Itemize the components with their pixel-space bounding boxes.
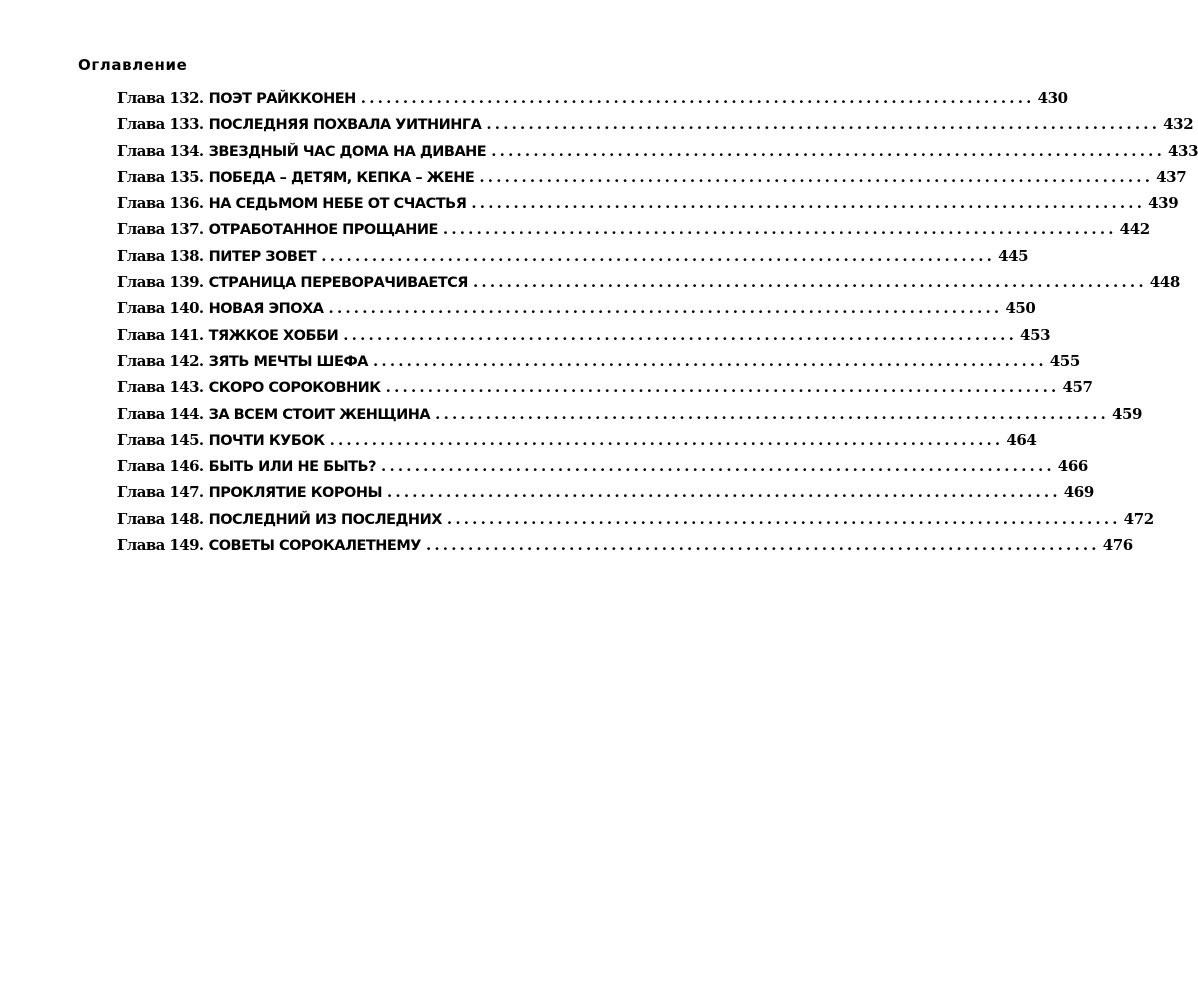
toc-entry[interactable] [117,115,1194,141]
chapter-title: СКОРО СОРОКОВНИК [208,380,381,397]
toc-entry[interactable] [117,509,1154,536]
chapter-title: ЗЯТЬ МЕЧТЫ ШЕФА [208,353,368,370]
page-number: 430 [1037,89,1068,107]
chapter-number: Глава 141. [117,325,204,344]
page-number: 450 [1005,299,1036,318]
page-number: 459 [1111,404,1143,423]
toc-entry[interactable] [117,457,1088,483]
dot-leader: ................................................................................ [328,299,1003,318]
dot-leader: ................................................................................ [321,246,996,265]
chapter-title: ПОСЛЕДНИЙ ИЗ ПОСЛЕДНИХ [208,511,442,528]
page-number: 466 [1057,457,1088,476]
chapter-title: ПОБЕДА – ДЕТЯМ, КЕПКА – ЖЕНЕ [208,169,475,186]
dot-leader: ................................................................................ [372,351,1047,370]
dot-leader: ................................................................................ [385,378,1060,397]
toc-entry[interactable] [117,220,1150,246]
chapter-number: Глава 135. [117,167,204,186]
chapter-title: ПОЧТИ КУБОК [208,432,325,449]
dot-leader: ................................................................................ [471,194,1146,213]
chapter-number: Глава 139. [117,273,204,292]
chapter-title: ТЯЖКОЕ ХОББИ [208,327,339,344]
chapter-number: Глава 137. [117,220,204,239]
page-number: 469 [1063,483,1094,502]
chapter-title: ЗА ВСЕМ СТОИТ ЖЕНЩИНА [208,406,431,423]
toc-heading: Оглавление [78,56,188,74]
dot-leader: ................................................................................ [442,220,1117,239]
page-number: 464 [1006,430,1037,449]
chapter-title: ПОСЛЕДНЯЯ ПОХВАЛА УИТНИНГА [208,117,482,134]
chapter-number: Глава 147. [117,483,204,502]
dot-leader: ................................................................................ [386,483,1061,502]
page-number: 472 [1123,509,1154,528]
dot-leader: ................................................................................ [472,273,1147,292]
page-number: 439 [1148,194,1179,213]
toc-entry[interactable] [117,299,1036,325]
dot-leader: ................................................................................ [381,457,1055,476]
toc-entry[interactable] [117,536,1133,562]
chapter-number: Глава 148. [117,509,204,528]
page-number: 453 [1020,325,1051,344]
toc-entry[interactable] [117,89,1068,115]
chapter-title: БЫТЬ ИЛИ НЕ БЫТЬ? [208,459,377,476]
page-number: 448 [1149,273,1180,292]
page-number: 442 [1119,220,1150,239]
toc-entry[interactable] [117,194,1179,220]
chapter-number: Глава 143. [117,378,204,397]
chapter-title: ЗВЕЗДНЫЙ ЧАС ДОМА НА ДИВАНЕ [208,143,487,160]
page-number: 455 [1049,351,1080,370]
chapter-number: Глава 145. [117,430,204,449]
chapter-title: НОВАЯ ЭПОХА [208,301,324,318]
toc-entry[interactable] [117,483,1094,509]
chapter-title: ОТРАБОТАННОЕ ПРОЩАНИЕ [208,222,438,239]
page-number: 433 [1168,141,1198,160]
toc-entry[interactable] [117,378,1093,404]
toc-entry[interactable] [117,141,1198,168]
chapter-title: ПРОКЛЯТИЕ КОРОНЫ [208,485,382,502]
chapter-title: СТРАНИЦА ПЕРЕВОРАЧИВАЕТСЯ [208,275,468,292]
toc-entry[interactable] [117,167,1187,194]
chapter-number: Глава 146. [117,457,204,476]
dot-leader: ................................................................................ [425,536,1100,555]
toc-entry[interactable] [117,430,1037,457]
toc-entry[interactable] [117,351,1080,378]
chapter-number: Глава 136. [117,194,204,213]
toc-list [117,89,1198,562]
chapter-number: Глава 132. [117,89,204,107]
toc-entry[interactable] [117,273,1180,299]
chapter-number: Глава 140. [117,299,204,318]
dot-leader: ................................................................................ [486,115,1161,134]
chapter-number: Глава 134. [117,141,204,160]
page-number: 476 [1102,536,1133,555]
toc-entry[interactable] [117,404,1143,431]
dot-leader: ................................................................................ [479,167,1154,186]
chapter-number: Глава 133. [117,115,204,134]
chapter-title: ПОЭТ РАЙККОНЕН [208,91,356,107]
dot-leader: ................................................................................ [435,404,1109,423]
chapter-number: Глава 142. [117,351,204,370]
dot-leader: ................................................................................ [446,509,1121,528]
toc-entry[interactable] [117,246,1029,273]
page-number: 457 [1062,378,1093,397]
dot-leader: ................................................................................ [329,430,1004,449]
chapter-number: Глава 138. [117,246,204,265]
page-number: 437 [1156,167,1187,186]
page-number: 445 [998,246,1029,265]
chapter-title: СОВЕТЫ СОРОКАЛЕТНЕМУ [208,538,421,555]
chapter-number: Глава 144. [117,404,204,423]
toc-entry[interactable] [117,325,1051,352]
chapter-title: НА СЕДЬМОМ НЕБЕ ОТ СЧАСТЬЯ [208,196,467,213]
page-number: 432 [1163,115,1194,134]
dot-leader: ................................................................................ [360,89,1035,107]
dot-leader: ................................................................................ [343,325,1018,344]
chapter-number: Глава 149. [117,536,204,555]
chapter-title: ПИТЕР ЗОВЕТ [208,248,317,265]
dot-leader: ................................................................................ [491,141,1165,160]
